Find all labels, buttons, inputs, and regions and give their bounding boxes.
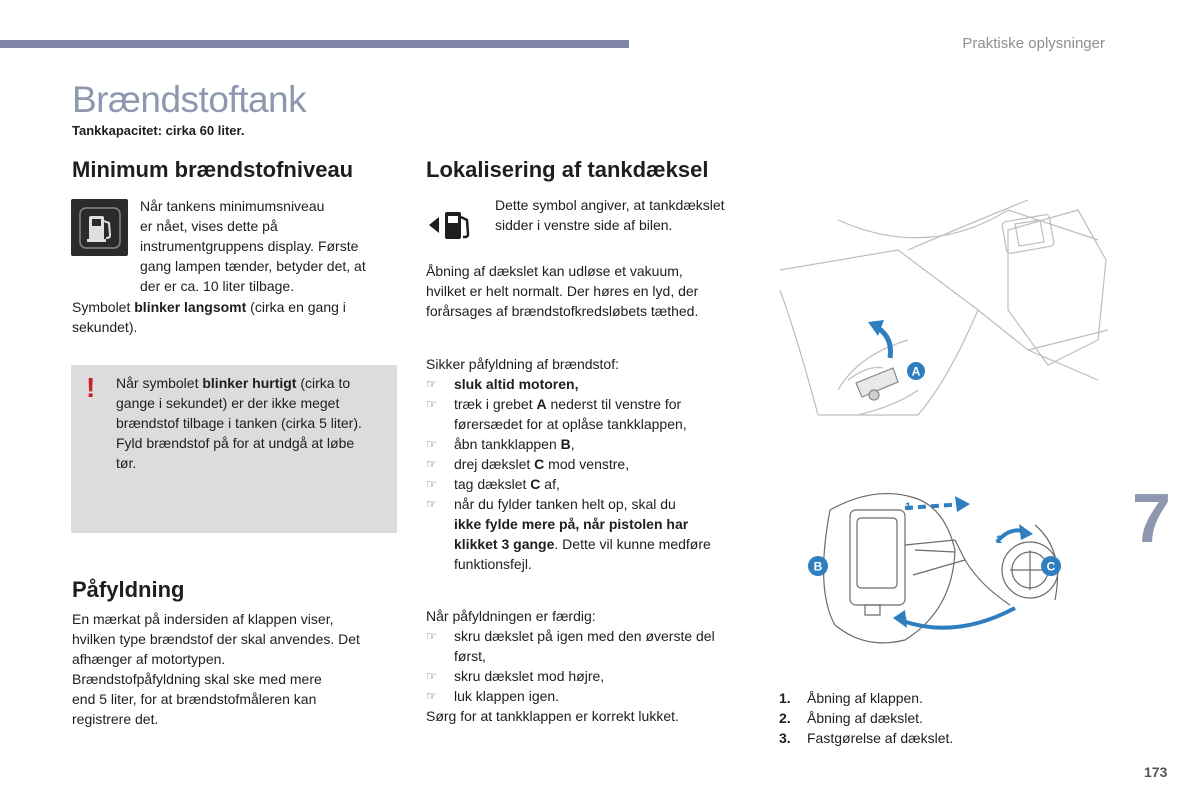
callout-a: A (911, 364, 921, 379)
warning-text: Når symbolet blinker hurtigt (cirka to gange i sekundet) er der ikke meget brændstof tilbage i tanken (cirka 5 liter). Fyld brændstof på for at undgå at løbe tør. (116, 375, 362, 471)
fuel-cap-illustration (805, 490, 1070, 650)
symbol-text: Dette symbol angiver, at tankdækslet sidder i venstre side af bilen. (495, 197, 725, 233)
legend-item: 1. Åbning af klappen. (779, 690, 923, 706)
figure-legend (779, 688, 953, 748)
list-item: ☞ drej dækslet C mod venstre, (426, 456, 630, 472)
min-level-text: Når tankens minimumsniveau er nået, vises dette på instrumentgruppens display. Første gang lampen tænder, betyder det, at der er ca. 10 liter tilbage. (140, 198, 366, 294)
page-title: Brændstoftank (72, 79, 307, 120)
callout-b: B (813, 559, 823, 574)
car-interior-illustration (778, 190, 1108, 420)
fuel-pump-icon (71, 199, 128, 256)
list-item: ☞ luk klappen igen. (426, 688, 560, 704)
page-number: 173 (1144, 764, 1168, 780)
blink-slow-text: Symbolet blinker langsomt (cirka en gang i sekundet). (72, 299, 346, 335)
chapter-number: 7 (1132, 479, 1171, 557)
capacity-note: Tankkapacitet: cirka 60 liter. (72, 123, 245, 138)
list-item: ☞ skru dækslet på igen med den øverste del først, (426, 628, 715, 664)
callout-c: C (1046, 559, 1056, 574)
callout-2: 2 (996, 534, 1003, 546)
section-label: Praktiske oplysninger (962, 35, 1105, 52)
callout-3: 3 (901, 615, 908, 627)
fuel-side-indicator-icon (428, 205, 478, 245)
legend-item: 2. Åbning af dækslet. (779, 710, 923, 726)
warning-icon: ! (86, 372, 96, 403)
legend-item: 3. Fastgørelse af dækslet. (779, 730, 954, 746)
vacuum-text: Åbning af dækslet kan udløse et vakuum, hvilket er helt normalt. Der høres en lyd, der forårsages af brændstofkredsløbets tæthed. (426, 263, 699, 319)
list-item: ☞ sluk altid motoren, (426, 376, 579, 392)
after-refuel-section: Når påfyldningen er færdig: ☞ skru dækslet på igen med den øverste del først, ☞ skru dækslet mod højre, ☞ luk klappen igen. Sørg for at tankklappen er korrekt lukket. (426, 606, 766, 726)
callout-1: 1 (905, 501, 912, 513)
heading-min-level: Minimum brændstofniveau (72, 157, 354, 182)
list-item: ☞ træk i grebet A nederst til venstre for førersædet for at oplåse tankklappen, (426, 396, 687, 432)
heading-locate: Lokalisering af tankdæksel (426, 157, 709, 182)
list-item: ☞ tag dækslet C af, (426, 476, 560, 492)
list-item: ☞ åbn tankklappen B, (426, 436, 575, 452)
refuel-text: En mærkat på indersiden af klappen viser, hvilken type brændstof der skal anvendes. Det afhænger af motortypen. Brændstofpåfyldning skal ske med mere end 5 liter, for at brændstofmåleren kan registrere det. (72, 611, 360, 727)
header-bar (0, 40, 629, 48)
list-item: ☞ når du fylder tanken helt op, skal du ikke fylde mere på, når pistolen har klikket 3 gange. Dette vil kunne medføre funktionsfejl. (426, 496, 711, 572)
heading-refuel: Påfyldning (72, 577, 185, 602)
safe-refuel-section: Sikker påfyldning af brændstof: ☞ sluk altid motoren, ☞ træk i grebet A nederst til venstre for førersædet for at oplåse tankklappen, ☞ åbn tankklappen B, ☞ drej dækslet C mod venstre, ☞ tag dækslet C af, ☞ når du fylder tanken helt op, skal du ikke fylde mere på, når pistolen har klikket 3 gange. Dette vil kunne medføre funktionsfejl. (426, 354, 766, 574)
list-item: ☞ skru dækslet mod højre, (426, 668, 605, 684)
